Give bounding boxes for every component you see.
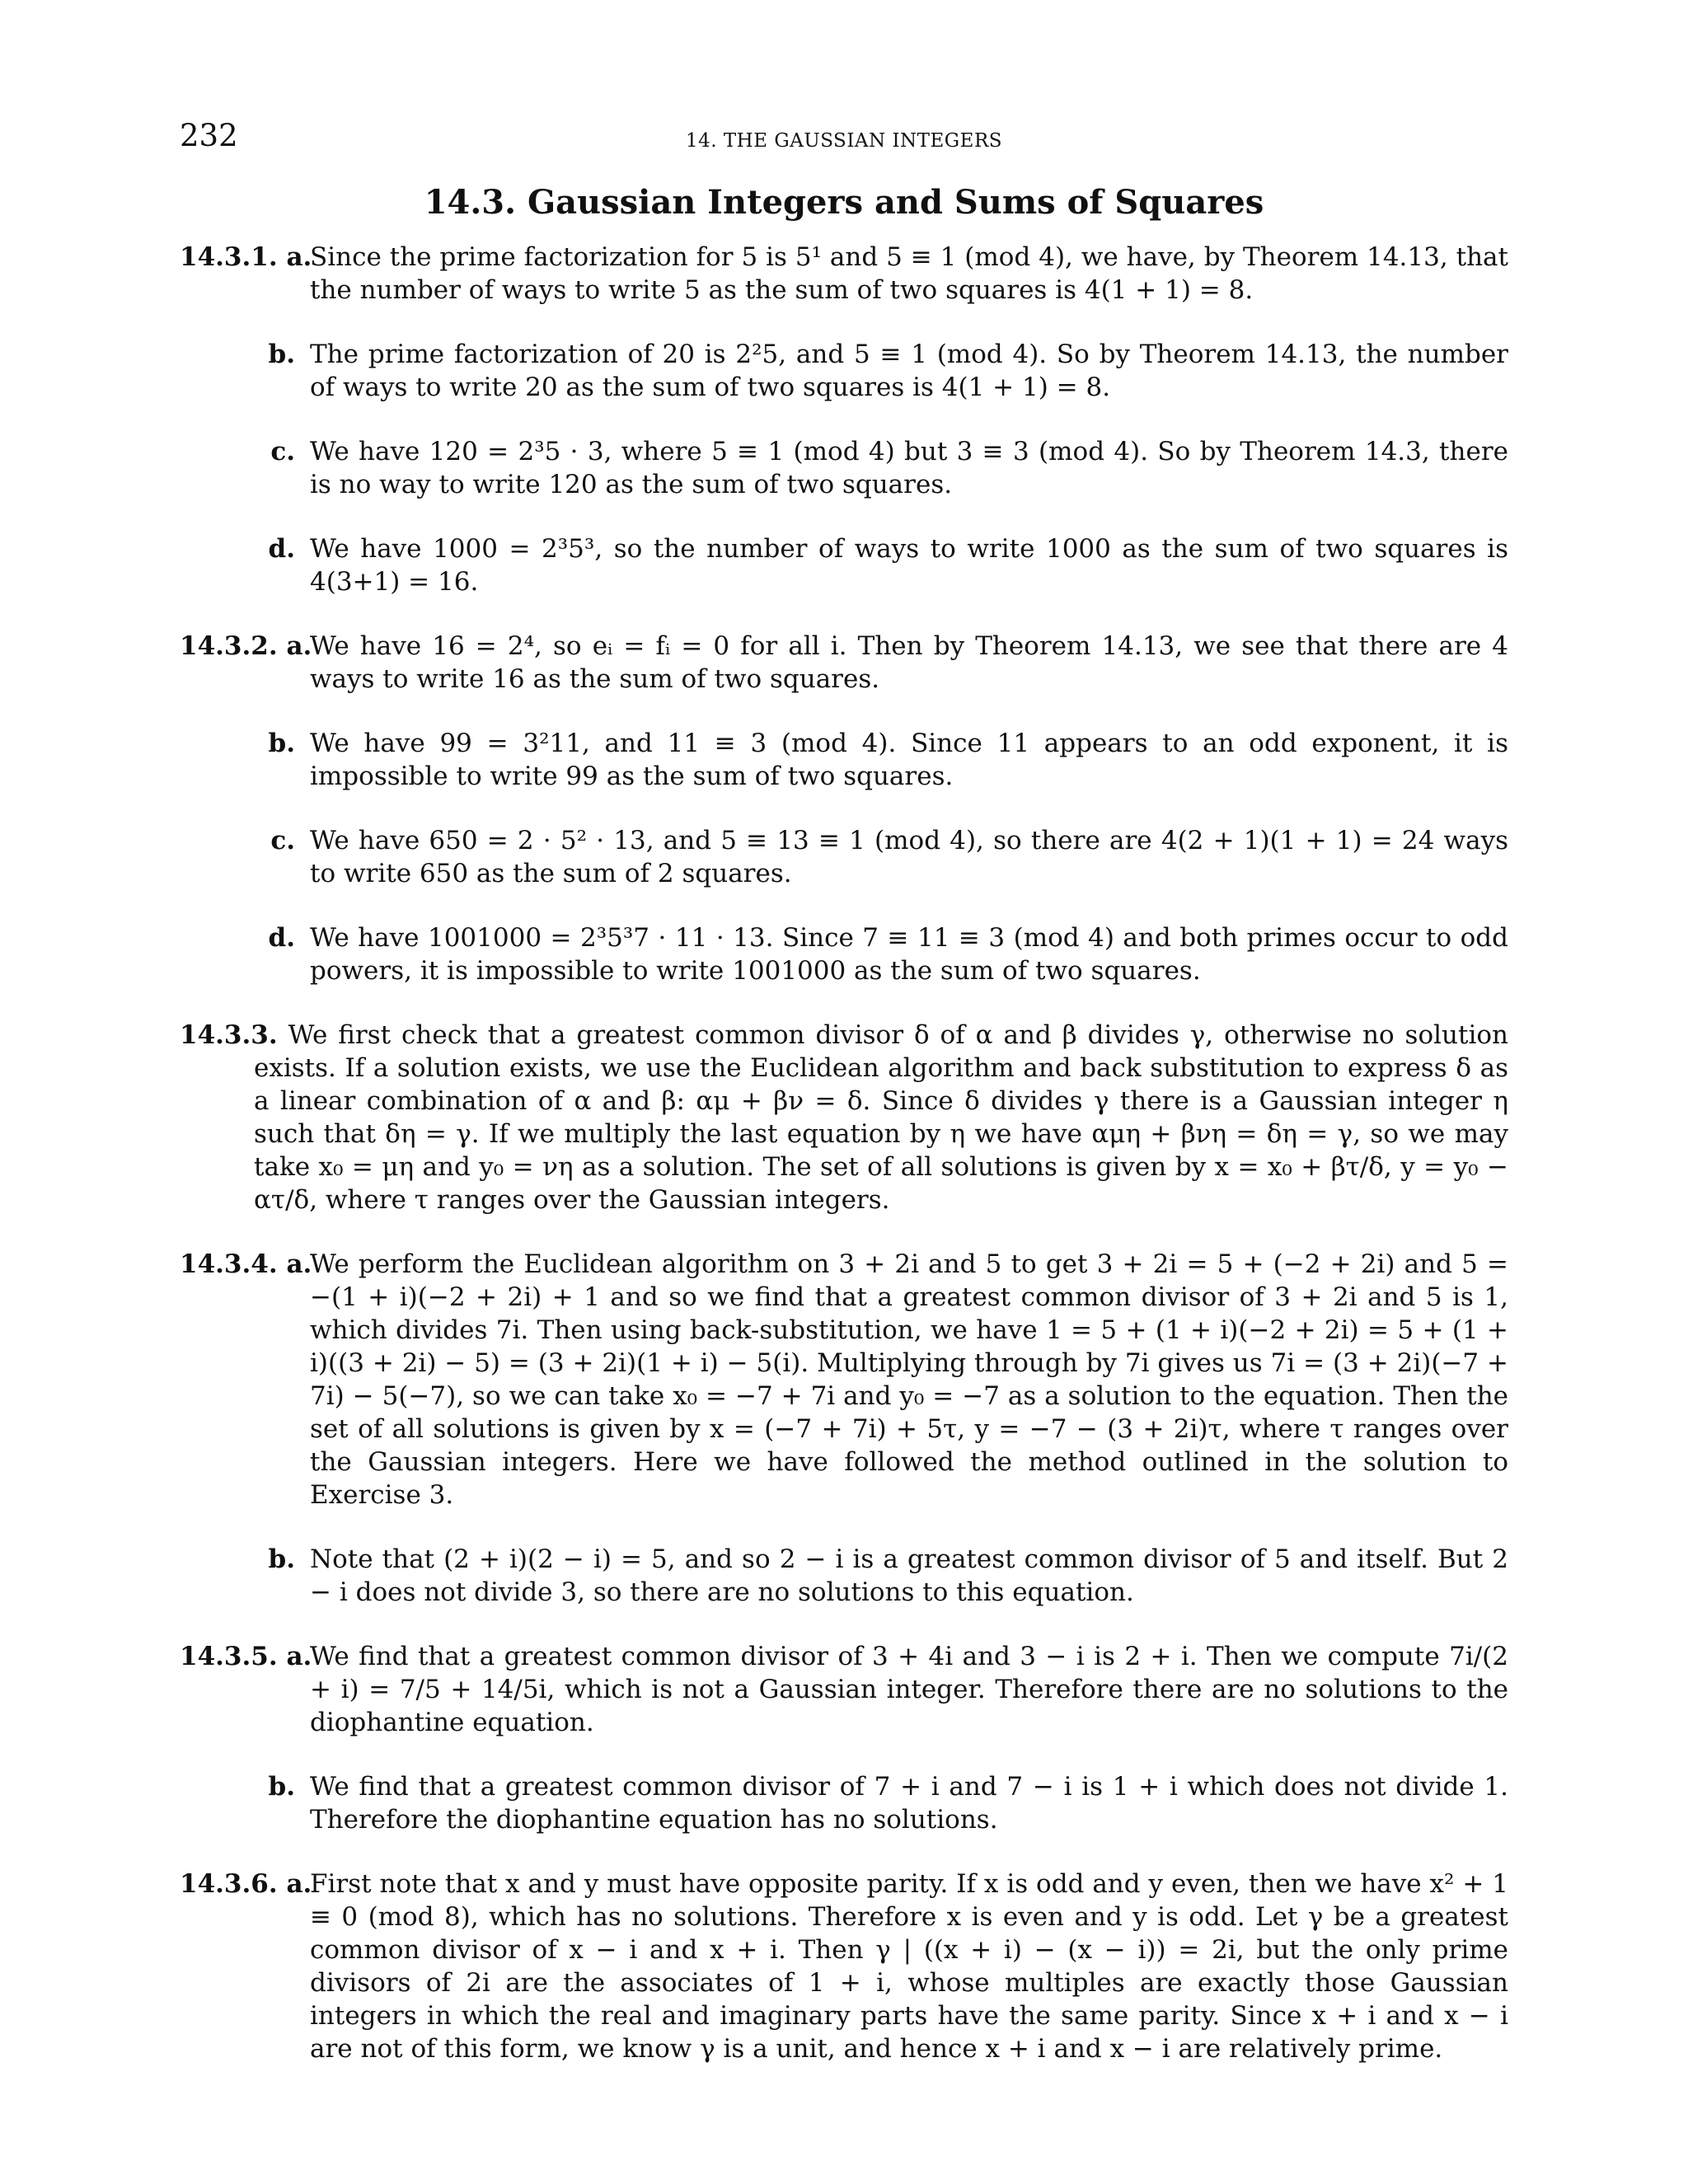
solution-text: We have 16 = 2⁴, so eᵢ = fᵢ = 0 for all i. Then by Theorem 14.13, we see that there are 4 ways to write 16 as the sum of two squares. bbox=[310, 631, 1508, 694]
solution-text: We have 99 = 3²11, and 11 ≡ 3 (mod 4). Since 11 appears to an odd exponent, it is impossible to write 99 as the sum of two squares. bbox=[310, 729, 1508, 791]
solution-text: We find that a greatest common divisor of 3 + 4i and 3 − i is 2 + i. Then we compute 7i/(2 + i) = 7/5 + 14/5i, which is not a Gaussian integer. Therefore there are no solutions to the diophantine equation. bbox=[310, 1642, 1508, 1737]
solution-label: 14.3.1. a. bbox=[180, 242, 312, 272]
solution-14-3-3 bbox=[180, 1019, 1508, 1216]
solution-label: b. bbox=[268, 340, 295, 369]
solution-14-3-4-a bbox=[180, 1248, 1508, 1511]
solution-14-3-6-a bbox=[180, 1868, 1508, 2065]
solution-text: Since the prime factorization for 5 is 5¹ and 5 ≡ 1 (mod 4), we have, by Theorem 14.13, that the number of ways to write 5 as the sum of two squares is 4(1 + 1) = 8. bbox=[310, 242, 1508, 305]
solution-label: d. bbox=[268, 923, 295, 953]
solution-14-3-4-b bbox=[180, 1543, 1508, 1609]
solution-label: 14.3.5. a. bbox=[180, 1642, 312, 1671]
solution-14-3-1-d bbox=[180, 532, 1508, 598]
solution-text: First note that x and y must have opposite parity. If x is odd and y even, then we have x² + 1 ≡ 0 (mod 8), which has no solutions. Therefore x is even and y is odd. Let γ be a greatest common divisor of x − i and x + i. Then γ | ((x + i) − (x − i)) = 2i, but the only prime divisors of 2i are the associates of 1 + i, whose multiples are exactly those Gaussian integers in which the real and imaginary parts have the same parity. Since x + i and x − i are not of this form, we know γ is a unit, and hence x + i and x − i are relatively prime. bbox=[310, 1869, 1508, 2064]
solution-14-3-5-a bbox=[180, 1640, 1508, 1739]
section-title: 14.3. Gaussian Integers and Sums of Squares bbox=[424, 183, 1264, 222]
solution-label: 14.3.4. a. bbox=[180, 1249, 312, 1279]
solution-label: 14.3.3. bbox=[180, 1020, 278, 1050]
solution-text: We perform the Euclidean algorithm on 3 + 2i and 5 to get 3 + 2i = 5 + (−2 + 2i) and 5 = −(1 + i)(−2 + 2i) + 1 and so we find that a greatest common divisor of 3 + 2i and 5 is 1, which divides 7i. Then using back-substitution, we have 1 = 5 + (1 + i)(−2 + 2i) = 5 + (1 + i)((3 + 2i) − 5) = (3 + 2i)(1 + i) − 5(i). Multiplying through by 7i gives us 7i = (3 + 2i)(−7 + 7i) − 5(−7), so we can take x₀ = −7 + 7i and y₀ = −7 as a solution to the equation. Then the set of all solutions is given by x = (−7 + 7i) + 5τ, y = −7 − (3 + 2i)τ, where τ ranges over the Gaussian integers. Here we have followed the method outlined in the solution to Exercise 3. bbox=[310, 1249, 1508, 1510]
solution-text: We first check that a greatest common divisor δ of α and β divides γ, otherwise no solution exists. If a solution exists, we use the Euclidean algorithm and back substitution to express δ as a linear combination of α and β: αμ + βν = δ. Since δ divides γ there is a Gaussian integer η such that δη = γ. If we multiply the last equation by η we have αμη + βνη = δη = γ, so we may take x₀ = μη and y₀ = νη as a solution. The set of all solutions is given by x = x₀ + βτ/δ, y = y₀ − ατ/δ, where τ ranges over the Gaussian integers. bbox=[254, 1020, 1508, 1215]
running-head: 14. THE GAUSSIAN INTEGERS bbox=[685, 130, 1003, 152]
solution-text: We have 120 = 2³5 · 3, where 5 ≡ 1 (mod 4) but 3 ≡ 3 (mod 4). So by Theorem 14.3, there is no way to write 120 as the sum of two squares. bbox=[310, 437, 1508, 499]
solution-text: We find that a greatest common divisor of 7 + i and 7 − i is 1 + i which does not divide 1. Therefore the diophantine equation has no solutions. bbox=[310, 1772, 1508, 1835]
solution-label: b. bbox=[268, 1544, 295, 1574]
solution-label: c. bbox=[270, 437, 295, 466]
solution-label: 14.3.2. a. bbox=[180, 631, 312, 661]
solution-14-3-1-a bbox=[180, 241, 1508, 307]
solution-label: c. bbox=[270, 826, 295, 855]
solution-14-3-1-c bbox=[180, 435, 1508, 501]
solution-14-3-1-b bbox=[180, 338, 1508, 404]
solution-text: Note that (2 + i)(2 − i) = 5, and so 2 − i is a greatest common divisor of 5 and itself. But 2 − i does not divide 3, so there are no solutions to this equation. bbox=[310, 1544, 1508, 1607]
solution-text: We have 1000 = 2³5³, so the number of ways to write 1000 as the sum of two squares is 4(3+1) = 16. bbox=[310, 534, 1508, 597]
solution-14-3-5-b bbox=[180, 1770, 1508, 1836]
solution-text: The prime factorization of 20 is 2²5, and 5 ≡ 1 (mod 4). So by Theorem 14.13, the number of ways to write 20 as the sum of two squares is 4(1 + 1) = 8. bbox=[310, 340, 1508, 402]
page-number: 232 bbox=[180, 118, 238, 153]
solution-label: b. bbox=[268, 729, 295, 758]
solution-14-3-2-c bbox=[180, 824, 1508, 890]
solution-text: We have 1001000 = 2³5³7 · 11 · 13. Since 7 ≡ 11 ≡ 3 (mod 4) and both primes occur to odd powers, it is impossible to write 1001000 as the sum of two squares. bbox=[310, 923, 1508, 986]
solution-label: 14.3.6. a. bbox=[180, 1869, 312, 1899]
solution-text: We have 650 = 2 · 5² · 13, and 5 ≡ 13 ≡ 1 (mod 4), so there are 4(2 + 1)(1 + 1) = 24 ways to write 650 as the sum of 2 squares. bbox=[310, 826, 1508, 888]
solution-label: d. bbox=[268, 534, 295, 564]
solution-14-3-2-b bbox=[180, 727, 1508, 793]
solution-14-3-2-d bbox=[180, 921, 1508, 987]
solution-label: b. bbox=[268, 1772, 295, 1802]
solutions-list bbox=[180, 241, 1508, 2065]
solution-14-3-2-a bbox=[180, 630, 1508, 696]
